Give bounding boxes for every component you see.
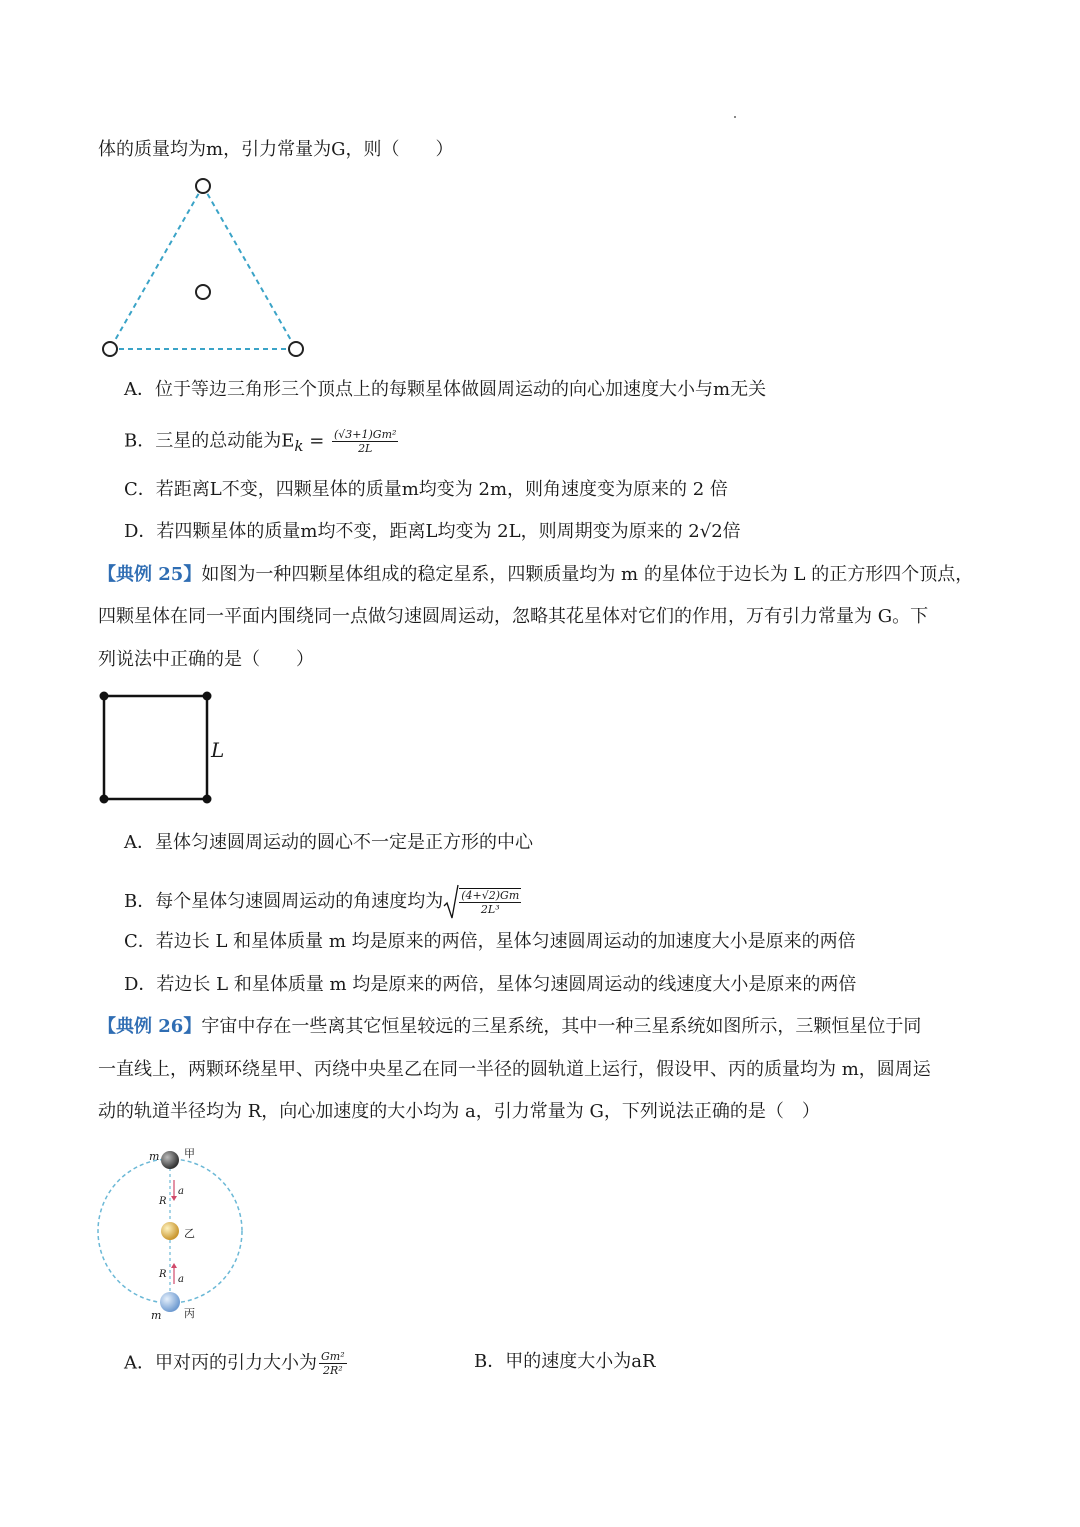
bottom-name-label: 丙 [184, 1307, 195, 1320]
intro-line: 体的质量均为m，引力常量为G，则（ ） [98, 139, 454, 160]
q26-stem-line2: 一直线上，两颗环绕星甲、丙绕中央星乙在同一半径的圆轨道上运行，假设甲、丙的质量均为 m，圆周运 [98, 1059, 931, 1080]
top-accel-label: a [178, 1186, 184, 1197]
q25-option-d: D．若边长 L 和星体质量 m 均是原来的两倍，星体匀速圆周运动的线速度大小是原来的两倍 [124, 974, 857, 995]
q25-stem-line3: 列说法中正确的是（ ） [98, 649, 314, 670]
q26-stem-line1: 【典例 26】宇宙中存在一些离其它恒星较远的三星系统，其中一种三星系统如图所示，三颗恒星位于同 [98, 1016, 922, 1037]
q26-option-b: B．甲的速度大小为aR [474, 1351, 656, 1372]
q26-tag: 【典例 26】 [98, 1016, 202, 1037]
star-yi [161, 1222, 179, 1240]
q25-b-fraction: $\frac{(4+√2)Gm}{\text{2L³}}$ [461, 889, 520, 916]
top-mass-label: m [149, 1150, 160, 1163]
top-radius-label: R [159, 1196, 167, 1207]
q25-stem-line2: 四颗星体在同一平面内围绕同一点做匀速圆周运动，忽略其花星体对它们的作用，万有引力常量为 G。下 [98, 606, 929, 627]
q25-option-b: B．每个星体匀速圆周运动的角速度均为 $\frac{(4+√2)Gm}{\text{2L³}}$ [124, 884, 521, 920]
bottom-radius-label: R [159, 1269, 167, 1280]
square-side-label: L [211, 738, 225, 762]
center-name-label: 乙 [184, 1227, 195, 1240]
q24-option-b: B．三星的总动能为$E_k$ = $\frac{\text{(√3+1)Gm²}}{2L}$ [124, 428, 397, 456]
q26-stem-line3: 动的轨道半径均为 R，向心加速度的大小均为 a，引力常量为 G，下列说法正确的是（ ） [98, 1101, 820, 1122]
q26-option-a: A．甲对丙的引力大小为 $\frac{\text{Gm²}}{\text{2R²}}$ [124, 1350, 345, 1377]
q24-option-c: C．若距离L不变，四颗星体的质量m均变为 2m，则角速度变为原来的 2 倍 [124, 479, 728, 500]
star-jia [161, 1151, 179, 1169]
q24-b-fraction: $\frac{\text{(√3+1)Gm²}}{2L}$ [334, 428, 397, 455]
q25-option-c: C．若边长 L 和星体质量 m 均是原来的两倍，星体匀速圆周运动的加速度大小是原来的两倍 [124, 931, 856, 952]
star-bing [160, 1292, 180, 1312]
q24-option-d: D．若四颗星体的质量m均不变，距离L均变为 2L，则周期变为原来的 2√2倍 [124, 521, 741, 542]
q24-option-a: A．位于等边三角形三个顶点上的每颗星体做圆周运动的向心加速度大小与m无关 [124, 379, 767, 400]
q25-tag: 【典例 25】 [98, 564, 202, 585]
top-name-label: 甲 [184, 1147, 195, 1160]
q25-stem-line1: 【典例 25】如图为一种四颗星体组成的稳定星系，四颗质量均为 m 的星体位于边长为 L 的正方形四个顶点， [98, 564, 974, 585]
q26-a-fraction: $\frac{\text{Gm²}}{\text{2R²}}$ [321, 1350, 345, 1377]
bottom-accel-label: a [178, 1274, 184, 1285]
bottom-mass-label: m [151, 1309, 162, 1322]
q25-option-a: A．星体匀速圆周运动的圆心不一定是正方形的中心 [124, 832, 533, 853]
